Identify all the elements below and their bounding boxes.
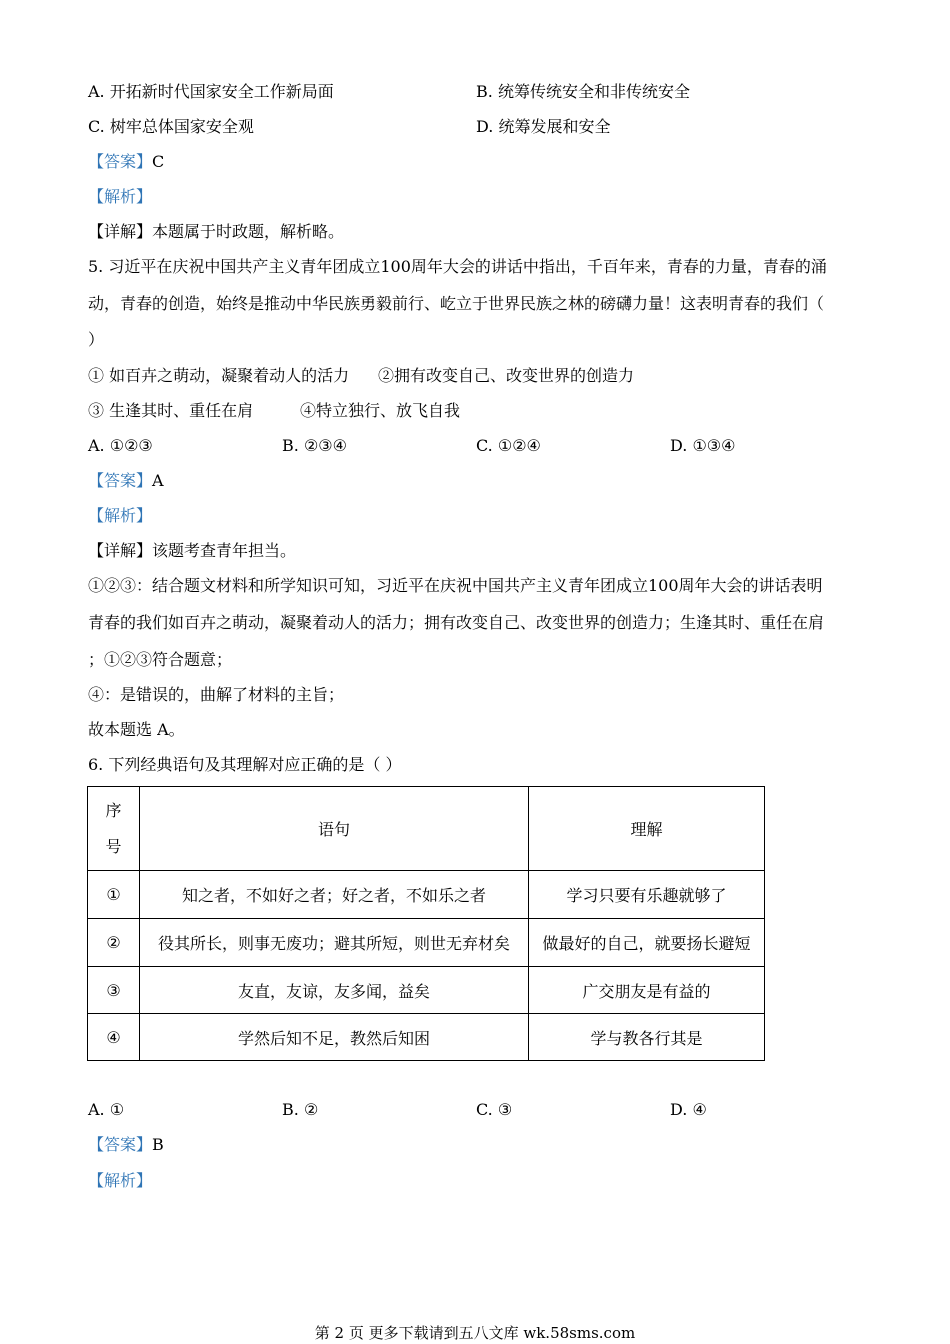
row-meaning: 学与教各行其是	[529, 1014, 765, 1061]
table-row	[88, 1014, 765, 1061]
q4-option-d: D. 统筹发展和安全	[476, 117, 611, 136]
row-meaning: 广交朋友是有益的	[529, 967, 765, 1014]
q5-detail: 【详解】该题考查青年担当。	[88, 541, 297, 560]
header-meaning: 理解	[529, 787, 765, 871]
q5-item-4: ④特立独行、放飞自我	[300, 401, 461, 420]
q4-option-b: B. 统筹传统安全和非传统安全	[476, 82, 690, 101]
q4-option-a: A. 开拓新时代国家安全工作新局面	[88, 82, 334, 101]
q6-option-a: A. ①	[88, 1100, 125, 1119]
q5-explanation-line1: ①②③：结合题文材料和所学知识可知，习近平在庆祝中国共产主义青年团成立100周年大会的讲话表明	[88, 576, 823, 595]
q6-analysis-tag: 【解析】	[88, 1171, 153, 1190]
q6-answer: 【答案】B	[88, 1135, 164, 1154]
row-number: ①	[88, 871, 140, 919]
q5-analysis-tag: 【解析】	[88, 506, 153, 525]
table-row	[88, 871, 765, 919]
q4-option-c: C. 树牢总体国家安全观	[88, 117, 254, 136]
row-number: ③	[88, 967, 140, 1014]
q4-detail: 【详解】本题属于时政题，解析略。	[88, 222, 345, 241]
row-number: ④	[88, 1014, 140, 1061]
q5-explanation-line2: 青春的我们如百卉之萌动，凝聚着动人的活力；拥有改变自己、改变世界的创造力；生逢其时、重任在肩	[88, 613, 825, 632]
row-number: ②	[88, 919, 140, 967]
q6-option-c: C. ③	[476, 1100, 513, 1119]
q5-stem-line2: 动，青春的创造，始终是推动中华民族勇毅前行、屹立于世界民族之林的磅礴力量！这表明青春的我们（	[88, 294, 825, 313]
q5-option-c: C. ①②④	[476, 436, 541, 455]
header-number: 序 号	[88, 787, 140, 871]
q6-option-d: D. ④	[670, 1100, 707, 1119]
q5-stem-line1: 5. 习近平在庆祝中国共产主义青年团成立100周年大会的讲话中指出，千百年来，青春的力量，青春的涌	[88, 257, 827, 276]
q5-answer: 【答案】A	[88, 471, 164, 490]
q6-option-b: B. ②	[282, 1100, 319, 1119]
q5-item-3: ③ 生逢其时、重任在肩	[88, 401, 254, 420]
q5-stem-line3: ）	[88, 330, 105, 349]
q6-table	[87, 786, 765, 1061]
header-sentence: 语句	[140, 787, 529, 871]
row-sentence: 知之者，不如好之者；好之者，不如乐之者	[140, 871, 529, 919]
q5-option-d: D. ①③④	[670, 436, 736, 455]
q4-answer: 【答案】C	[88, 152, 165, 171]
row-meaning: 做最好的自己，就要扬长避短	[529, 919, 765, 967]
row-sentence: 学然后知不足，教然后知困	[140, 1014, 529, 1061]
q5-explanation-line4: ④：是错误的，曲解了材料的主旨；	[88, 685, 345, 704]
page-footer: 第 2 页 更多下载请到五八文库 wk.58sms.com	[314, 1324, 636, 1342]
q5-item-1: ① 如百卉之萌动，凝聚着动人的活力	[88, 366, 350, 385]
q4-analysis-tag: 【解析】	[88, 187, 153, 206]
row-sentence: 友直，友谅，友多闻，益矣	[140, 967, 529, 1014]
q5-option-a: A. ①②③	[88, 436, 153, 455]
table-row	[88, 967, 765, 1014]
table-header-row	[88, 787, 765, 871]
row-meaning: 学习只要有乐趣就够了	[529, 871, 765, 919]
q5-option-b: B. ②③④	[282, 436, 347, 455]
row-sentence: 役其所长，则事无废功；避其所短，则世无弃材矣	[140, 919, 529, 967]
table-row	[88, 919, 765, 967]
q6-stem: 6. 下列经典语句及其理解对应正确的是（ ）	[88, 755, 402, 774]
q5-conclusion: 故本题选 A。	[88, 720, 185, 739]
q5-item-2: ②拥有改变自己、改变世界的创造力	[378, 366, 635, 385]
q5-explanation-line3: ；①②③符合题意；	[88, 650, 233, 669]
